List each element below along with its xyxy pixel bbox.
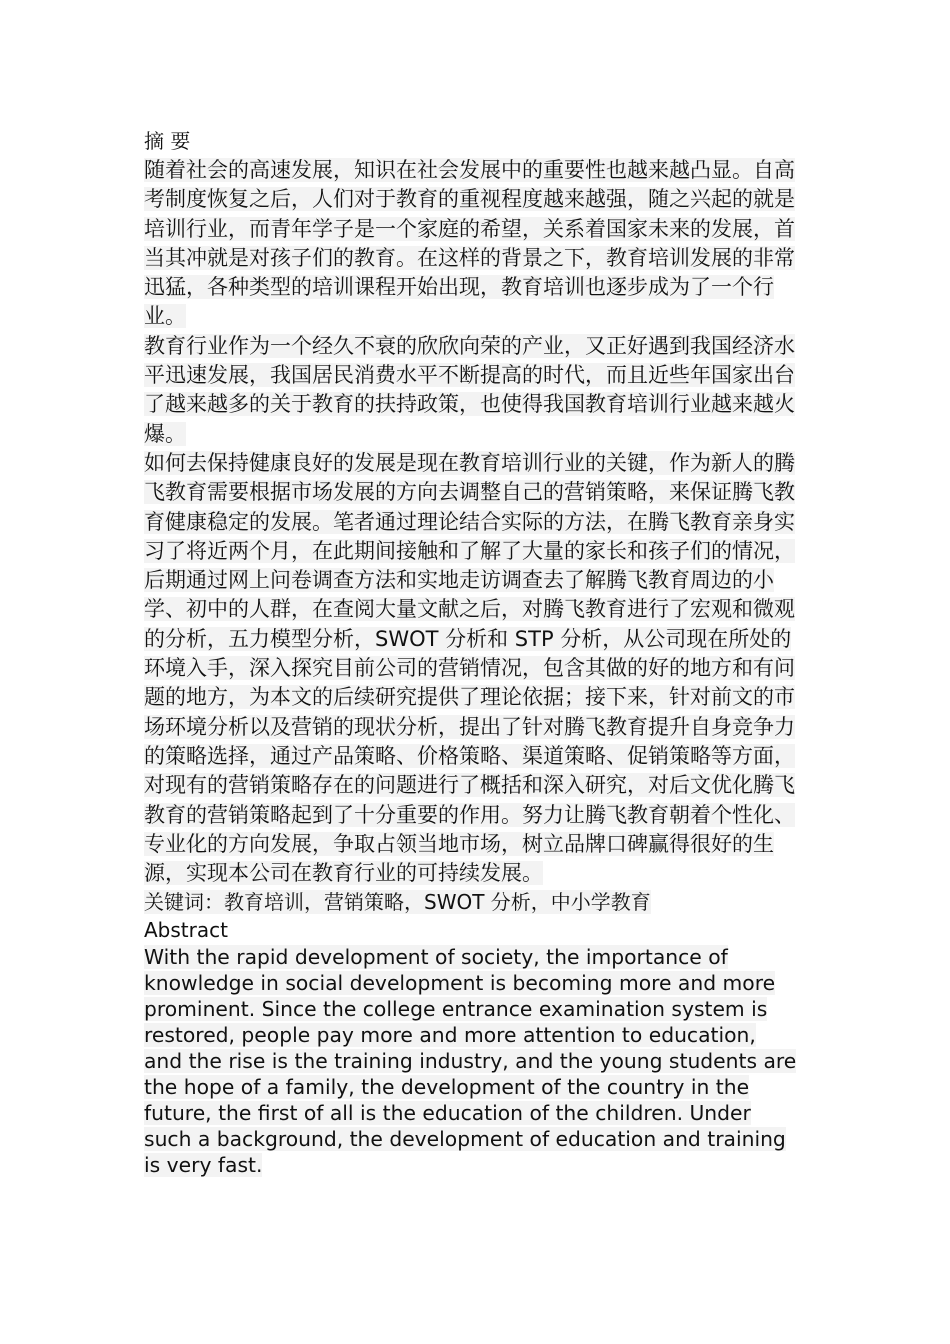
- paragraph-text: 如何去保持健康良好的发展是现在教育培训行业的关键，作为新人的腾飞教育需要根据市场发展的方向去调整自己的营销策略，来保证腾飞教育健康稳定的发展。笔者通过理论结合实际的方法，在腾飞教育亲身实习了将近两个月，在此期间接触和了解了大量的家长和孩子们的情况，后期通过网上问卷调查方法和实地走访调查去了解腾飞教育周边的小学、初中的人群，在查阅大量文献之后，对腾飞教育进行了宏观和微观的分析，五力模型分析，SWOT 分析和 STP 分析，从公司现在所处的环境入手，深入探究目前公司的营销情况，包含其做的好的地方和有问题的地方，为本文的后续研究提供了理论依据；接下来，针对前文的市场环境分析以及营销的现状分析，提出了针对腾飞教育提升自身竞争力的策略选择，通过产品策略、价格策略、渠道策略、促销策略等方面，对现有的营销策略存在的问题进行了概括和深入研究，对后文优化腾飞教育的营销策略起到了十分重要的作用。努力让腾飞教育朝着个性化、专业化的方向发展，争取占领当地市场，树立品牌口碑赢得很好的生源，实现本公司在教育行业的可持续发展。: [144, 450, 795, 886]
- paragraph-text: 随着社会的高速发展，知识在社会发展中的重要性也越来越凸显。自高考制度恢复之后，人们对于教育的重视程度越来越强，随之兴起的就是培训行业，而青年学子是一个家庭的希望，关系着国家未来的发展，首当其冲就是对孩子们的教育。在这样的背景之下，教育培训发展的非常迅猛，各种类型的培训课程开始出现，教育培训也逐步成为了一个行业。: [144, 158, 795, 329]
- english-abstract-paragraph: [144, 944, 800, 1178]
- english-abstract-heading: Abstract: [144, 918, 228, 943]
- paragraph-text: With the rapid development of society, the importance of knowledge in social development is becoming more and more prominent. Since the college entrance examination system is restored, people pay more and more attention to education, and the rise is the training industry, and the young students are the hope of a family, the development of the country in the future, the first of all is the education of the children. Under such a background, the development of education and training is very fast.: [144, 945, 797, 1178]
- chinese-abstract-paragraph-3: [144, 449, 800, 888]
- chinese-abstract-paragraph-1: [144, 156, 800, 332]
- paragraph-text: 教育行业作为一个经久不衰的欣欣向荣的产业，又正好遇到我国经济水平迅速发展，我国居民消费水平不断提高的时代，而且近些年国家出台了越来越多的关于教育的扶持政策，也使得我国教育培训行业越来越火爆。: [144, 333, 795, 446]
- chinese-abstract-paragraph-2: [144, 332, 800, 449]
- chinese-keywords: [144, 888, 800, 917]
- keywords-text: 关键词：教育培训，营销策略，SWOT 分析，中小学教育: [144, 890, 651, 915]
- document-page: [144, 127, 800, 1178]
- chinese-abstract-heading: 摘 要: [144, 129, 191, 153]
